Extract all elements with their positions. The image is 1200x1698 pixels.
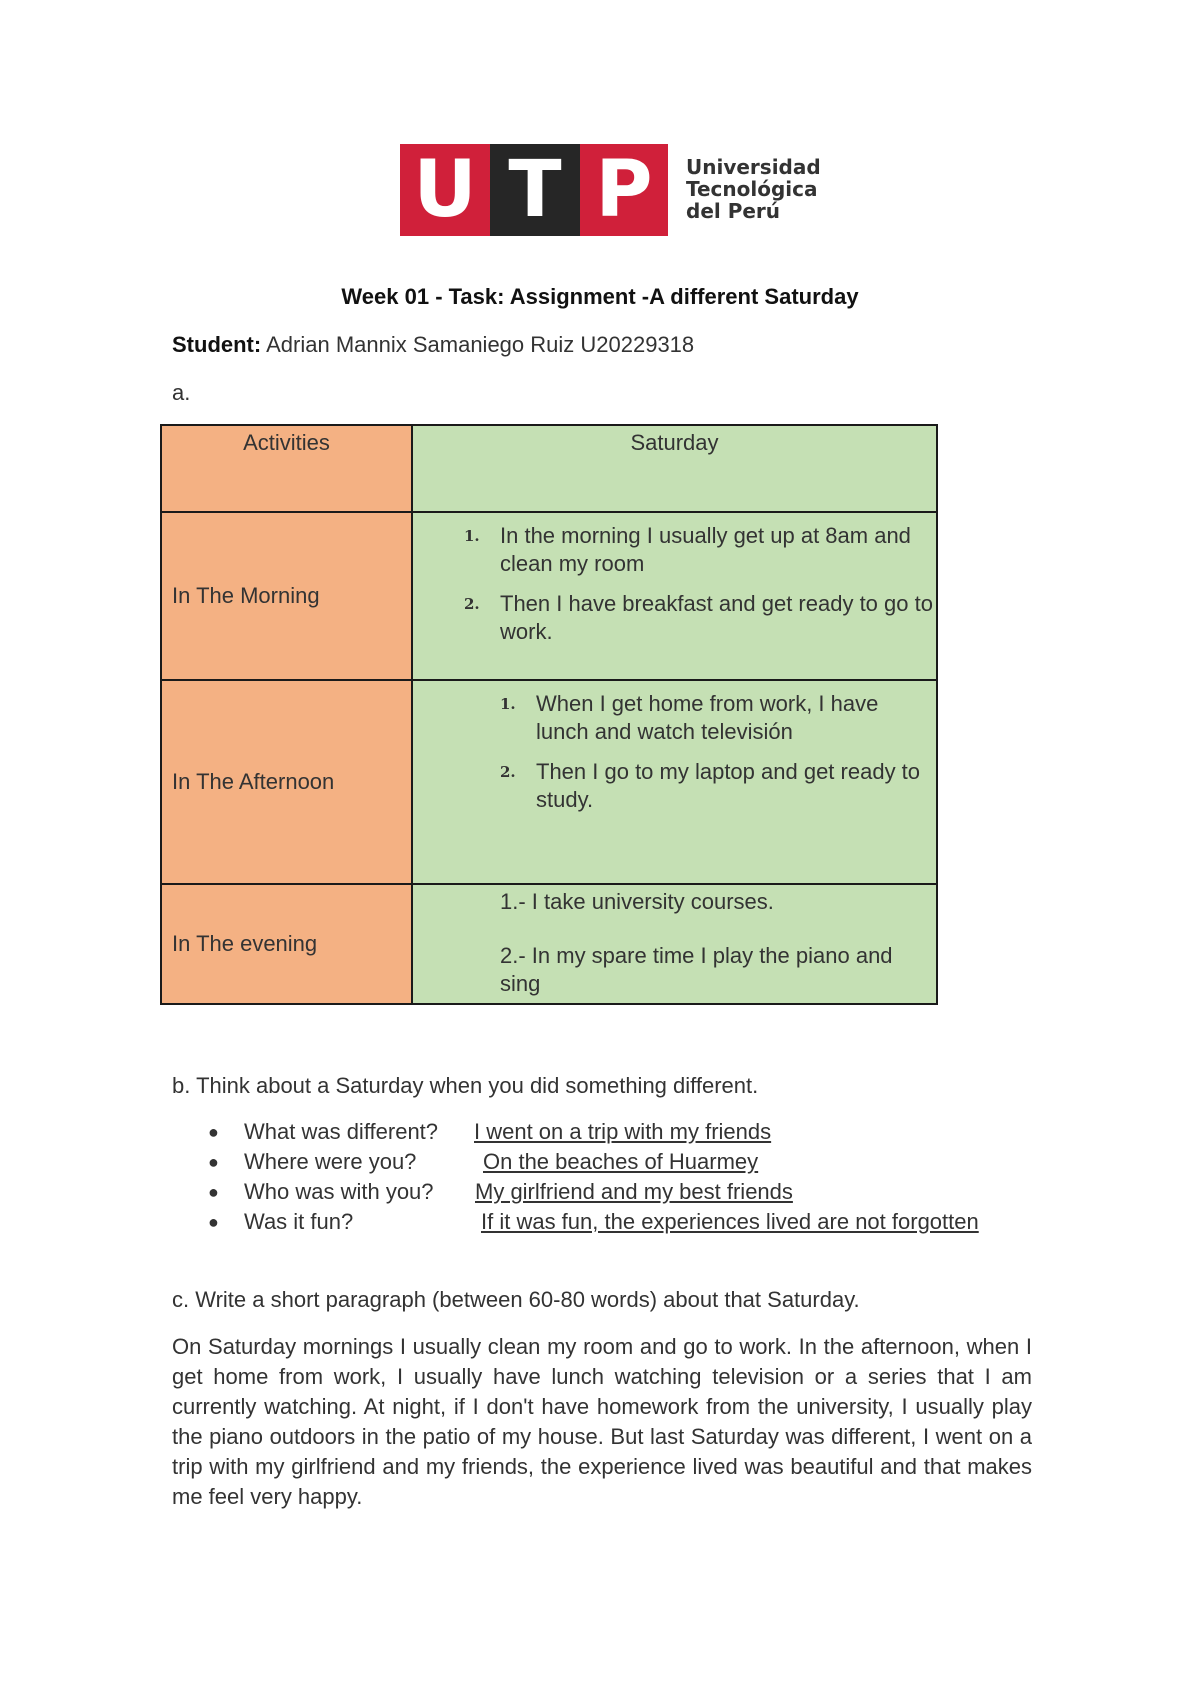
list-item	[464, 522, 935, 578]
logo-name-line: Tecnológica	[686, 177, 818, 201]
evening-activities	[412, 884, 937, 1004]
item-text: In the morning I usually get up at 8am and clean my room	[500, 523, 911, 576]
qa-answer: If it was fun, the experiences lived are not forgotten	[481, 1209, 979, 1234]
qa-answer: I went on a trip with my friends	[474, 1119, 772, 1144]
logo-university-name	[686, 156, 821, 222]
bullet-icon: ●	[208, 1182, 219, 1202]
qa-question: What was different?	[244, 1119, 439, 1144]
bullet-icon: ●	[208, 1212, 219, 1232]
header-saturday: Saturday	[412, 425, 937, 512]
bullet-icon: ●	[208, 1152, 219, 1172]
item-text: Then I have breakfast and get ready to go to work.	[500, 591, 933, 644]
qa-answer: My girlfriend and my best friends	[475, 1179, 793, 1204]
table-row-afternoon	[161, 680, 937, 884]
list-item	[500, 758, 935, 814]
student-label: Student:	[172, 332, 262, 357]
period-morning: In The Morning	[161, 512, 412, 680]
student-name: Adrian Mannix Samaniego Ruiz U20229318	[266, 332, 695, 357]
afternoon-activities	[412, 680, 937, 884]
table-row-evening	[161, 884, 937, 1004]
evening-line: 2.- In my spare time I play the piano and sing	[500, 943, 893, 996]
logo-letter-t: T	[490, 144, 580, 236]
item-number: 2.	[464, 595, 480, 613]
period-evening: In The evening	[161, 884, 412, 1004]
qa-question: Was it fun?	[244, 1209, 354, 1234]
section-b-intro: b. Think about a Saturday when you did something different.	[172, 1073, 759, 1098]
item-number: 1.	[464, 527, 480, 545]
header-activities: Activities	[161, 425, 412, 512]
logo-letter-u: U	[400, 144, 490, 236]
evening-line: 1.- I take university courses.	[500, 889, 774, 914]
utp-logo	[400, 144, 821, 236]
list-item	[464, 590, 935, 646]
logo-letter-p: P	[580, 144, 668, 236]
activities-table	[160, 424, 938, 1005]
item-text: Then I go to my laptop and get ready to study.	[536, 759, 921, 812]
item-number: 2.	[500, 763, 516, 781]
bullet-icon: ●	[208, 1122, 219, 1142]
qa-answer: On the beaches of Huarmey	[483, 1149, 759, 1174]
student-line	[172, 332, 694, 358]
list-item	[500, 690, 935, 746]
qa-question: Where were you?	[244, 1149, 417, 1174]
qa-question: Who was with you?	[244, 1179, 434, 1204]
logo-name-line: Universidad	[686, 155, 821, 179]
page-title: Week 01 - Task: Assignment -A different Saturday	[341, 284, 859, 309]
morning-activities	[412, 512, 937, 680]
item-text: When I get home from work, I have lunch and watch televisión	[536, 691, 879, 744]
section-c-paragraph: On Saturday mornings I usually clean my room and go to work. In the afternoon, when I get home from work, I usually have lunch watching television or a series that I am currently watching. At night, if I don't have homework from the university, I usually play the piano outdoors in the patio of my house. But last Saturday was different, I went on a trip with my girlfriend and my friends, the experience lived was beautiful and that makes me feel very happy.	[172, 1334, 1032, 1509]
item-number: 1.	[500, 695, 516, 713]
table-header-row	[161, 425, 937, 512]
period-afternoon: In The Afternoon	[161, 680, 412, 884]
table-row-morning	[161, 512, 937, 680]
section-a-label: a.	[172, 380, 191, 405]
logo-name-line: del Perú	[686, 199, 781, 223]
section-c-intro: c. Write a short paragraph (between 60-80 words) about that Saturday.	[172, 1287, 860, 1312]
